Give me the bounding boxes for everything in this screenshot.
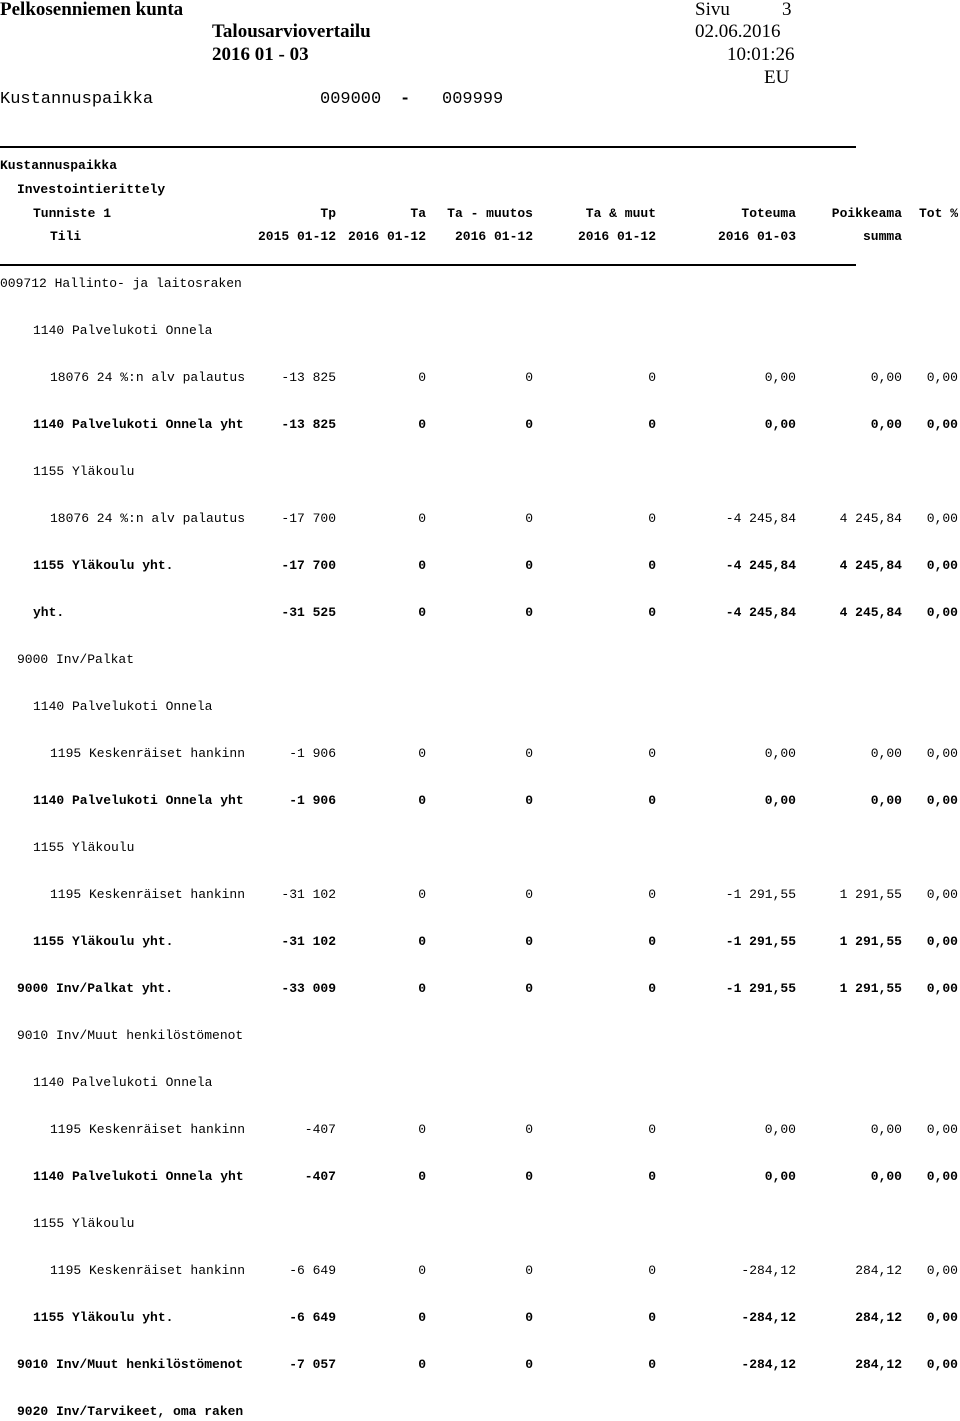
cell-ta-muut: 0 — [648, 1169, 656, 1184]
cell-toteuma: 0,00 — [764, 417, 796, 432]
cell-poikkeama: 284,12 — [855, 1310, 902, 1325]
row-label: 1195 Keskenräiset hankinn — [50, 887, 246, 902]
row-label: 1155 Yläkoulu yht. — [33, 1310, 174, 1325]
cell-tp: -13 825 — [281, 370, 336, 385]
cell-toteuma: -4 245,84 — [725, 558, 796, 573]
cell-tp: -31 102 — [281, 887, 336, 902]
cell-tot-pct: 0,00 — [926, 887, 958, 902]
cell-ta: 0 — [418, 981, 426, 996]
cell-tp: -6 649 — [289, 1263, 336, 1278]
cell-poikkeama: 284,12 — [855, 1357, 902, 1372]
cell-toteuma: -1 291,55 — [725, 981, 796, 996]
cell-tot-pct: 0,00 — [926, 934, 958, 949]
cell-ta: 0 — [418, 1169, 426, 1184]
group-heading-row — [0, 275, 960, 293]
total-row — [0, 1309, 960, 1327]
cell-ta-muutos: 0 — [525, 1122, 533, 1137]
cell-tp: -1 906 — [289, 746, 336, 761]
cell-poikkeama: 0,00 — [870, 793, 902, 808]
cell-ta-muut: 0 — [648, 887, 656, 902]
cell-tot-pct: 0,00 — [926, 511, 958, 526]
col-toteuma-period: 2016 01-03 — [717, 229, 796, 244]
header-divider-top — [0, 146, 856, 148]
total-row — [0, 980, 960, 998]
cell-poikkeama: 1 291,55 — [839, 981, 902, 996]
currency-label: EU — [764, 67, 790, 88]
cell-ta: 0 — [418, 605, 426, 620]
cell-ta-muut: 0 — [648, 1263, 656, 1278]
cell-ta: 0 — [418, 1263, 426, 1278]
cell-ta: 0 — [418, 417, 426, 432]
cell-tp: -33 009 — [281, 981, 336, 996]
cell-poikkeama: 0,00 — [870, 746, 902, 761]
cell-poikkeama: 0,00 — [870, 1122, 902, 1137]
header-group-investointierittely: Investointierittely — [17, 182, 166, 197]
row-label: 9020 Inv/Tarvikeet, oma raken — [17, 1404, 244, 1419]
cell-tot-pct: 0,00 — [926, 558, 958, 573]
cell-ta-muutos: 0 — [525, 370, 533, 385]
cell-ta-muutos: 0 — [525, 746, 533, 761]
col-ta-period: 2016 01-12 — [347, 229, 426, 244]
header-account: Tili — [50, 229, 82, 244]
group-heading-row — [0, 698, 960, 716]
cell-tot-pct: 0,00 — [926, 746, 958, 761]
cell-toteuma: 0,00 — [764, 746, 796, 761]
cell-ta-muutos: 0 — [525, 605, 533, 620]
col-toteuma-title: Toteuma — [741, 206, 796, 221]
cell-ta: 0 — [418, 558, 426, 573]
cell-ta-muut: 0 — [648, 793, 656, 808]
cell-ta: 0 — [418, 793, 426, 808]
row-label: 1140 Palvelukoti Onnela — [33, 323, 213, 338]
cell-poikkeama: 4 245,84 — [839, 605, 902, 620]
total-row — [0, 557, 960, 575]
cell-poikkeama: 284,12 — [855, 1263, 902, 1278]
total-row — [0, 416, 960, 434]
cell-ta: 0 — [418, 1357, 426, 1372]
cell-toteuma: -4 245,84 — [725, 511, 796, 526]
group-heading-row — [0, 651, 960, 669]
cell-toteuma: 0,00 — [764, 370, 796, 385]
cell-tp: -6 649 — [289, 1310, 336, 1325]
col-tp-title: Tp — [320, 206, 336, 221]
account-row — [0, 1121, 960, 1139]
account-row — [0, 745, 960, 763]
account-row — [0, 1262, 960, 1280]
cell-toteuma: -4 245,84 — [725, 605, 796, 620]
total-row — [0, 1356, 960, 1374]
row-label: 9010 Inv/Muut henkilöstömenot — [17, 1028, 244, 1043]
row-label: 1195 Keskenräiset hankinn — [50, 746, 246, 761]
row-label: 9010 Inv/Muut henkilöstömenot — [17, 1357, 244, 1372]
cell-poikkeama: 0,00 — [870, 1169, 902, 1184]
cell-toteuma: -284,12 — [741, 1263, 796, 1278]
row-label: 1155 Yläkoulu yht. — [33, 558, 174, 573]
cell-ta-muutos: 0 — [525, 558, 533, 573]
cell-ta: 0 — [418, 887, 426, 902]
cell-ta: 0 — [418, 1310, 426, 1325]
cell-ta-muutos: 0 — [525, 417, 533, 432]
group-heading-row — [0, 322, 960, 340]
cell-ta-muut: 0 — [648, 1122, 656, 1137]
cell-ta-muut: 0 — [648, 558, 656, 573]
cell-toteuma: -1 291,55 — [725, 934, 796, 949]
range-separator: - — [400, 90, 411, 109]
cell-toteuma: 0,00 — [764, 1169, 796, 1184]
cell-ta-muut: 0 — [648, 934, 656, 949]
cell-toteuma: 0,00 — [764, 793, 796, 808]
range-from: 009000 — [320, 90, 382, 109]
organization-name: Pelkosenniemen kunta — [0, 0, 184, 20]
cell-poikkeama: 1 291,55 — [839, 934, 902, 949]
cell-ta-muut: 0 — [648, 981, 656, 996]
row-label: 18076 24 %:n alv palautus — [50, 511, 246, 526]
cell-tp: -31 525 — [281, 605, 336, 620]
row-label: 18076 24 %:n alv palautus — [50, 370, 246, 385]
cell-toteuma: -284,12 — [741, 1357, 796, 1372]
col-tot-title: Tot % — [918, 206, 958, 221]
account-row — [0, 510, 960, 528]
range-label: Kustannuspaikka — [0, 90, 154, 109]
cell-tot-pct: 0,00 — [926, 1357, 958, 1372]
col-ta-title: Ta — [410, 206, 426, 221]
cell-ta: 0 — [418, 511, 426, 526]
row-label: 009712 Hallinto- ja laitosraken — [0, 276, 242, 291]
cell-poikkeama: 4 245,84 — [839, 511, 902, 526]
group-heading-row — [0, 463, 960, 481]
row-label: 1140 Palvelukoti Onnela yht — [33, 793, 244, 808]
row-label: 1140 Palvelukoti Onnela — [33, 1075, 213, 1090]
cell-toteuma: 0,00 — [764, 1122, 796, 1137]
report-title: Talousarviovertailu — [212, 21, 371, 42]
total-row — [0, 1168, 960, 1186]
cell-tp: -407 — [304, 1169, 336, 1184]
cell-ta-muut: 0 — [648, 370, 656, 385]
cell-tot-pct: 0,00 — [926, 417, 958, 432]
page-number: 3 — [782, 0, 792, 20]
report-date: 02.06.2016 — [695, 21, 781, 42]
row-label: 1155 Yläkoulu yht. — [33, 934, 174, 949]
cell-ta: 0 — [418, 746, 426, 761]
header-group-kustannuspaikka: Kustannuspaikka — [0, 158, 118, 173]
cell-ta: 0 — [418, 1122, 426, 1137]
cell-tot-pct: 0,00 — [926, 370, 958, 385]
cell-ta-muut: 0 — [648, 511, 656, 526]
group-heading-row — [0, 1215, 960, 1233]
cell-tp: -7 057 — [289, 1357, 336, 1372]
row-label: 1155 Yläkoulu — [33, 1216, 135, 1231]
row-label: 1155 Yläkoulu — [33, 464, 135, 479]
cell-ta-muutos: 0 — [525, 1169, 533, 1184]
cell-poikkeama: 0,00 — [870, 417, 902, 432]
page-label: Sivu — [695, 0, 730, 20]
cell-ta-muut: 0 — [648, 1310, 656, 1325]
cell-ta-muutos: 0 — [525, 887, 533, 902]
group-heading-row — [0, 1074, 960, 1092]
cell-tot-pct: 0,00 — [926, 793, 958, 808]
col-ta-muut-title: Ta & muut — [585, 206, 656, 221]
row-label: 1195 Keskenräiset hankinn — [50, 1122, 246, 1137]
report-period: 2016 01 - 03 — [212, 44, 309, 65]
group-heading-row — [0, 839, 960, 857]
cell-toteuma: -284,12 — [741, 1310, 796, 1325]
cell-ta-muut: 0 — [648, 1357, 656, 1372]
row-label: 1155 Yläkoulu — [33, 840, 135, 855]
cell-tot-pct: 0,00 — [926, 981, 958, 996]
row-label: yht. — [33, 605, 65, 620]
cell-ta-muutos: 0 — [525, 1357, 533, 1372]
cell-tp: -1 906 — [289, 793, 336, 808]
row-label: 1140 Palvelukoti Onnela yht — [33, 417, 244, 432]
cell-poikkeama: 4 245,84 — [839, 558, 902, 573]
cell-ta-muutos: 0 — [525, 511, 533, 526]
col-poikkeama-title: Poikkeama — [831, 206, 902, 221]
row-label: 1140 Palvelukoti Onnela — [33, 699, 213, 714]
total-row — [0, 933, 960, 951]
cell-ta-muutos: 0 — [525, 934, 533, 949]
cell-poikkeama: 1 291,55 — [839, 887, 902, 902]
col-ta-muutos-period: 2016 01-12 — [454, 229, 533, 244]
cell-tot-pct: 0,00 — [926, 605, 958, 620]
header-divider-bottom — [0, 264, 856, 266]
cell-ta-muutos: 0 — [525, 1263, 533, 1278]
cell-ta-muut: 0 — [648, 605, 656, 620]
cell-ta: 0 — [418, 934, 426, 949]
cell-ta-muut: 0 — [648, 746, 656, 761]
cell-tp: -13 825 — [281, 417, 336, 432]
report-time: 10:01:26 — [727, 44, 795, 65]
cell-tot-pct: 0,00 — [926, 1310, 958, 1325]
cell-ta-muutos: 0 — [525, 1310, 533, 1325]
row-label: 1140 Palvelukoti Onnela yht — [33, 1169, 244, 1184]
total-row — [0, 792, 960, 810]
cell-tot-pct: 0,00 — [926, 1122, 958, 1137]
col-ta-muut-period: 2016 01-12 — [577, 229, 656, 244]
cell-ta: 0 — [418, 370, 426, 385]
row-label: 1195 Keskenräiset hankinn — [50, 1263, 246, 1278]
cell-ta-muut: 0 — [648, 417, 656, 432]
row-label: 9000 Inv/Palkat yht. — [17, 981, 174, 996]
cell-tot-pct: 0,00 — [926, 1169, 958, 1184]
total-row — [0, 604, 960, 622]
cell-ta-muutos: 0 — [525, 793, 533, 808]
account-row — [0, 886, 960, 904]
group-heading-row — [0, 1027, 960, 1045]
col-tp-period: 2015 01-12 — [257, 229, 336, 244]
cell-tp: -17 700 — [281, 558, 336, 573]
cell-tp: -31 102 — [281, 934, 336, 949]
header-group-tunniste: Tunniste 1 — [33, 206, 112, 221]
cell-poikkeama: 0,00 — [870, 370, 902, 385]
cell-tp: -17 700 — [281, 511, 336, 526]
cell-tot-pct: 0,00 — [926, 1263, 958, 1278]
cell-toteuma: -1 291,55 — [725, 887, 796, 902]
group-heading-row — [0, 1403, 960, 1421]
row-label: 9000 Inv/Palkat — [17, 652, 135, 667]
col-poikkeama-period: summa — [862, 229, 902, 244]
range-to: 009999 — [442, 90, 504, 109]
account-row — [0, 369, 960, 387]
cell-tp: -407 — [304, 1122, 336, 1137]
col-ta-muutos-title: Ta - muutos — [447, 206, 533, 221]
cell-ta-muutos: 0 — [525, 981, 533, 996]
